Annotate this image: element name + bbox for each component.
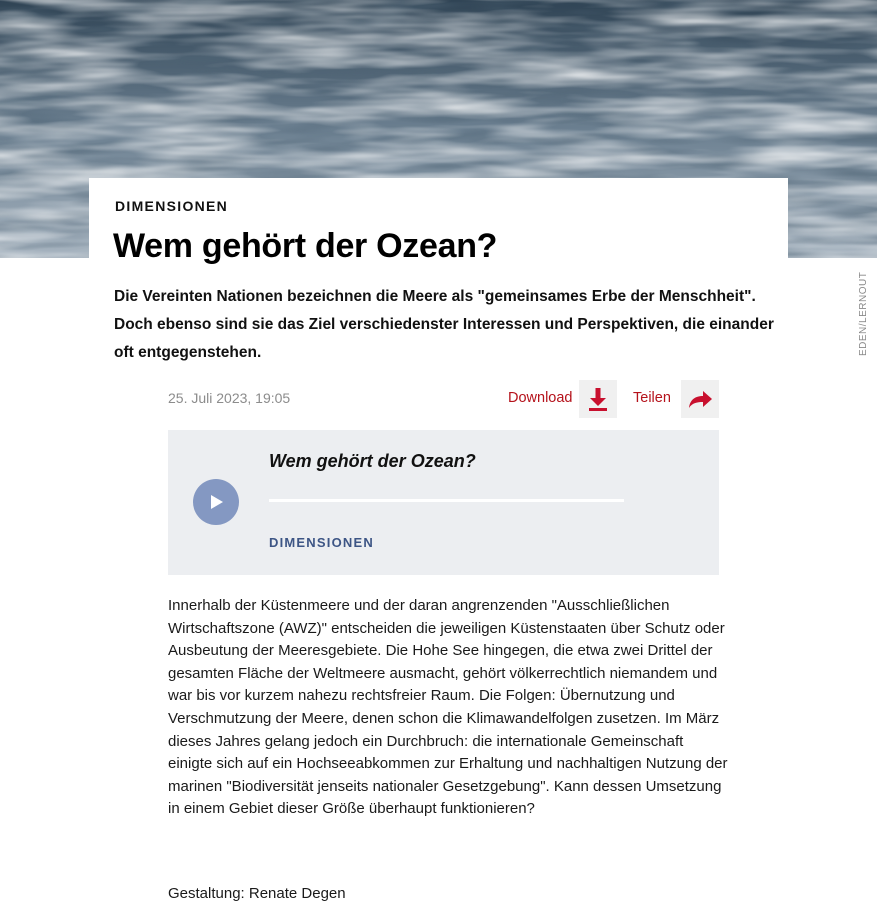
article-kicker: DIMENSIONEN: [115, 198, 229, 214]
player-show-name: DIMENSIONEN: [269, 535, 374, 550]
progress-bar[interactable]: [269, 499, 624, 502]
download-button[interactable]: [579, 380, 617, 418]
play-icon: [208, 493, 224, 511]
photo-credit: EDEN/LERNOUT: [858, 271, 869, 356]
share-button[interactable]: [681, 380, 719, 418]
player-title: Wem gehört der Ozean?: [269, 451, 476, 471]
play-button[interactable]: [193, 479, 239, 525]
share-arrow-icon: [686, 388, 714, 410]
download-arrow-icon: [588, 387, 608, 411]
article-title: Wem gehört der Ozean?: [113, 227, 498, 265]
download-link[interactable]: Download: [508, 390, 573, 406]
article-body: Innerhalb der Küstenmeere und der daran angrenzenden "Ausschließlichen Wirtschaftszone (AWZ)" entscheiden die jeweiligen Küstenstaaten über Schutz oder Ausbeutung der Meeresgebiete. Die Hohe See hingegen, die etwa zwei Drittel der gesamten Fläche der Weltmeere ausmacht, gehört völkerrechtlich niemandem und war bis vor kurzem nahezu rechtsfreier Raum. Die Folgen: Übernutzung und Verschmutzung der Meere, denen schon die Klimawandelfolgen zusetzen. Im März dieses Jahres gelang jedoch ein Durchbruch: die internationale Gemeinschaft einigte sich auf ein Hochseeabkommen zur Erhaltung und nachhaltigen Nutzung der marinen "Biodiversität jenseits nationaler Gesetzgebung". Kann dessen Umsetzung in einem Gebiet dieser Größe überhaupt funktionieren?: [168, 597, 728, 818]
article-lead: Die Vereinten Nationen bezeichnen die Meere als "gemeinsames Erbe der Menschheit". Doch ebenso sind sie das Ziel verschiedenster Interessen und Perspektiven, die einander oft entgegenstehen.: [114, 288, 774, 361]
publish-date: 25. Juli 2023, 19:05: [168, 390, 291, 406]
share-link[interactable]: Teilen: [633, 390, 671, 406]
audio-player: [168, 430, 719, 575]
article-credit: Gestaltung: Renate Degen: [168, 885, 346, 902]
